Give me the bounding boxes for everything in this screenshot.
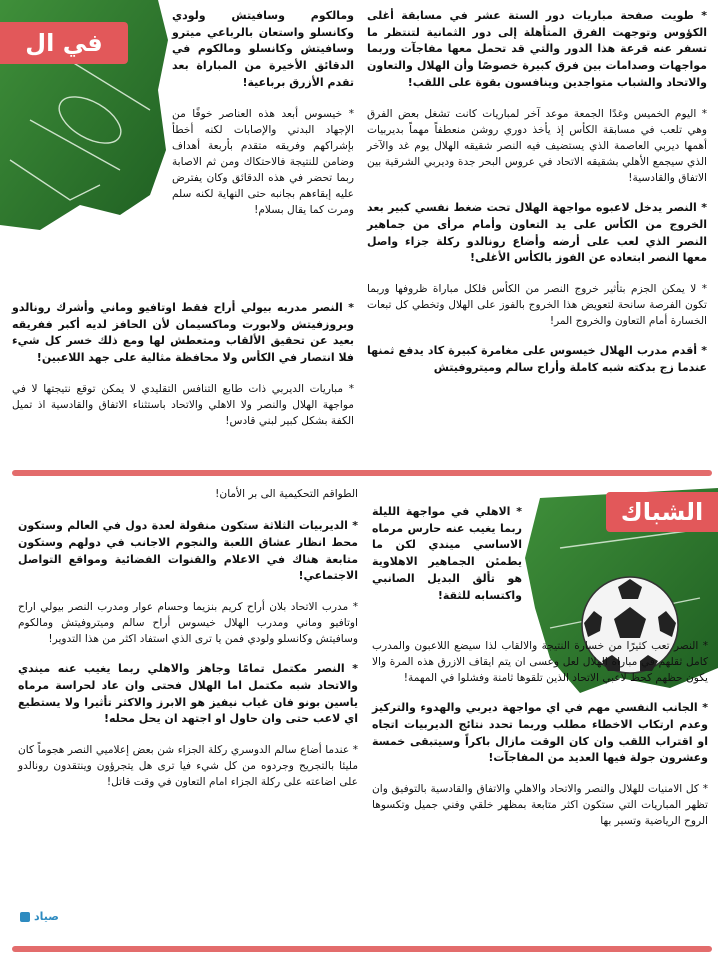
section-ribbon-top: في ال <box>0 22 128 64</box>
top-article <box>0 0 718 468</box>
paragraph: * كل الامنيات للهلال والنصر والاتحاد والاهلي والاتفاق والقادسية بالتوفيق وان تظهر المباريات التي ستكون اكثر متابعة بمظهر خلقي وفني جميل وتكسوها الروح الرياضية وتسير بها <box>372 783 708 828</box>
logo-text: صياد <box>34 910 59 923</box>
bottom-right-upper-column <box>372 504 522 618</box>
paragraph: الطواقم التحكيمية الى بر الأمان! <box>215 488 358 500</box>
paragraph: * عندما أضاع سالم الدوسري ركلة الجزاء شن بعض إعلاميي النصر هجوماً كان مليئا بالتجريح وجردوه من كل شيء فيا ترى هل يتجرؤون وينتقدون رونالدو على اضاعته على ركلة الجزاء امام التعاون في وقت قاتل! <box>18 744 358 789</box>
paragraph: * النصر تعب كثيرًا من خسارة النتيجة والالقاب لذا سيضع اللاعبون والمدرب كامل ثقلهم في مباراة الهلال لعل وعسى ان يتم ايقاف الازرق هذه المرة والا يكون حظهم كحظ لاعبي الاتحاد الذين تلقوها ثامنة وفشلوا في المهمة! <box>372 640 708 685</box>
bottom-left-column <box>18 486 358 804</box>
publisher-logo <box>20 910 59 923</box>
paragraph: * الاهلي في مواجهة الليلة ربما يغيب عنه حارس مرماه الاساسي ميندي لكن ما يطمئن الجماهير الاهلاوية هو تألق البديل الصانبي واكتسابه للثقة! <box>372 505 522 602</box>
paragraph: * مباريات الديربي ذات طابع التنافس التقليدي لا يمكن توقع نتيجتها لا في مواجهة الهلال والنصر ولا الاهلي والاتحاد باستثناء الاتفاق والقادسية اذ تميل الكفة بشكل كبير لبني قادس! <box>12 382 354 428</box>
paragraph: * مدرب الاتحاد بلان أراح كريم بنزيما وحسام عوار ومدرب النصر بيولي اراح اوتافيو وماني ومدرب الهلال خيسوس أراح سالم وميتروفيتش ومالكوم وسافيتش وكانسلو ولودي فمن يا ترى الذي استفاد اكثر من هذا التدوير! <box>18 600 358 646</box>
paragraph: * الجانب النفسي مهم في اي مواجهة ديربي والهدوء والتركيز وعدم ارتكاب الاخطاء مطلب وربما تحدد نتائج الديربيات اتجاه او اقتراب اللقب وان كان الوقت مازال باكراً وسيتبقى خمسة وعشرون جولة فيها العديد من المفاجآت! <box>372 701 708 765</box>
paragraph: * لا يمكن الجزم بتأثير خروج النصر من الكأس فلكل مباراة ظروفها وربما تكون الفرصة سانحة لتعويض هذا الخروج بالفوز على الهلال وتخطي كل تبعات الخسارة أمام التعاون والخروج المر! <box>367 282 707 328</box>
paragraph: ومالكوم وسافيتش ولودي وكانسلو واستعان بالرباعي ميترو وسافيتش وكانسلو ومالكوم في الدقائق الأخيرة من المباراة بعد تقدم الأزرق برباعية! <box>172 9 354 89</box>
paragraph: * اليوم الخميس وغدًا الجمعة موعد آخر لمباريات كانت تشغل بعض الفرق وهي تلعب في مسابقة الكأس إذ يأخذ دوري روشن منعطفاً مهماً بديربيات أهمها ديربي العاصمة الذي يستضيف فيه النصر شقيقه الهلال يوم غد والآخر الذي سيجمع الأهلي بشقيقه الاتحاد في عروس البحر جدة وديربي الشرقية بين الاتفاق والقادسية! <box>367 107 707 184</box>
bottom-article <box>0 478 718 956</box>
logo-mark-icon <box>20 912 30 922</box>
paragraph: * النصر مدربه بيولي أراح فقط اوتافيو وماني وأشرك رونالدو وبروزفيتش ولابورت وماكسيمان لأن الحافز لديه أكبر ففريقه بعيد عن تحقيق الألقاب ومتعطش لها ومع ذلك خسر كل شيء فلا انتصار في الكأس ولا محافظة مثالية على جهد اللاعبين! <box>12 301 354 365</box>
top-left-upper-column <box>172 8 354 232</box>
top-left-lower-column <box>12 300 354 443</box>
section-ribbon-bottom: الشباك <box>606 492 718 532</box>
section-divider <box>12 946 712 952</box>
bottom-right-lower-column <box>372 638 708 843</box>
paragraph: * خيسوس أبعد هذه العناصر خوفًا من الإجهاد البدني والإصابات لكنه أخطأ بإشراكهم وفريقه متقدم بأربعة أهداف وضامن للنتيجة فالاحتكاك ومن ثم الاصابة ربما تحضر في هذه الدقائق وكان يفترض عليه إبقاءهم بجانبه حتى النهاية لكنه سلم ومرت كما يقال بسلام! <box>172 107 354 217</box>
section-divider <box>12 470 712 476</box>
paragraph: * النصر مكتمل تمامًا وجاهز والاهلي ربما يغيب عنه ميندي والاتحاد شبه مكتمل اما الهلال فحتى وان عاد لحراسة مرماه ياسين بونو فان غياب نيفيز هو الابرز والاكثر تأثيرا ولا يستطيع اي لاعب حتى وان حاول او اجتهد ان يحل محله! <box>18 662 358 726</box>
top-right-column <box>367 8 707 391</box>
paragraph: * الديربيات الثلاثة ستكون منقولة لعدة دول في العالم وستكون محط انظار عشاق اللعبة والنجوم الاجانب في دولهم وستكون متابعة هناك في الاعلام والقنوات الفضائية ومواقع التواصل الاجتماعي! <box>18 519 358 583</box>
paragraph: * أقدم مدرب الهلال خيسوس على مغامرة كبيرة كاد يدفع ثمنها عندما زج بدكته شبه كاملة وأراح سالم وميتروفيتش <box>367 344 707 374</box>
paragraph: * طويت صفحة مباريات دور الستة عشر في مسابقة أغلى الكؤوس وتوجهت الفرق المتأهلة إلى دور الثمانية لتنتظر ما تسفر عنه قرعة هذا الدور والتي قد تحمل معها مفاجآت وربما مواجهات وصدامات بين فرق كبيرة خصوصًا وأن الهلال والتعاون والاتحاد والشباب متواجدين وينافسون بقوة على اللقب! <box>367 9 707 89</box>
paragraph: * النصر يدخل لاعبوه مواجهة الهلال تحت ضغط نفسي كبير بعد الخروج من الكأس على يد التعاون وأمام مرأى من جماهير النصر الذي لعب على أرضه وأضاع رونالدو ركلة جزاء واصل معها النصر ابتعاده عن الفوز بالكأس الأغلى! <box>367 201 707 265</box>
